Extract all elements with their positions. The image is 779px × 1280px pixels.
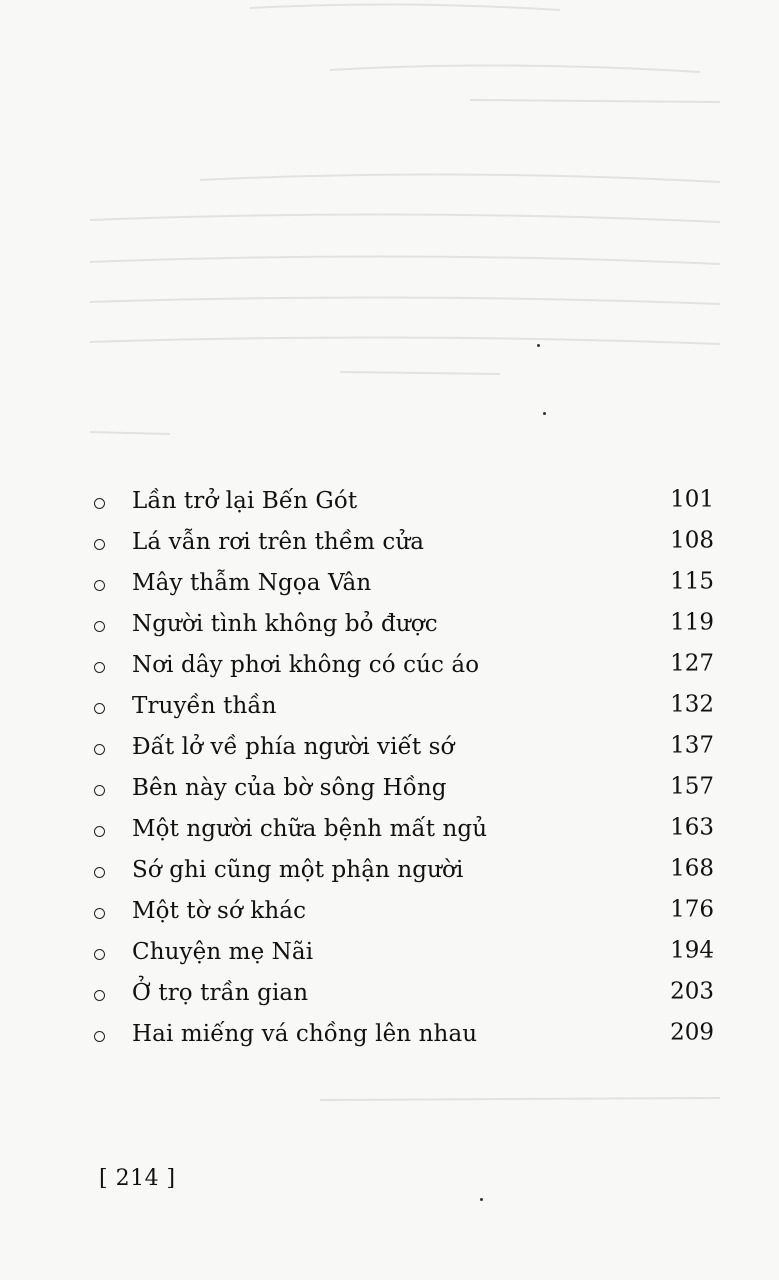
toc-entry-title: Truyền thần bbox=[132, 692, 277, 719]
toc-entry[interactable] bbox=[92, 521, 714, 562]
table-of-contents bbox=[92, 480, 714, 1054]
bullet-circle-icon bbox=[94, 867, 105, 878]
toc-entry[interactable] bbox=[92, 931, 714, 972]
bullet-circle-icon bbox=[94, 703, 105, 714]
toc-entry[interactable] bbox=[92, 726, 714, 767]
bullet-circle-icon bbox=[94, 1031, 105, 1042]
toc-entry-page: 115 bbox=[670, 568, 714, 595]
bullet-circle-icon bbox=[94, 580, 105, 591]
toc-entry-page: 168 bbox=[670, 855, 714, 882]
toc-entry-title: Chuyện mẹ Nãi bbox=[132, 938, 314, 965]
toc-entry-page: 209 bbox=[670, 1019, 714, 1046]
toc-entry-page: 163 bbox=[670, 814, 714, 841]
bullet-circle-icon bbox=[94, 785, 105, 796]
toc-entry-page: 203 bbox=[670, 978, 714, 1005]
bullet-circle-icon bbox=[94, 826, 105, 837]
toc-entry-page: 101 bbox=[670, 486, 714, 513]
bullet-circle-icon bbox=[94, 744, 105, 755]
bullet-circle-icon bbox=[94, 498, 105, 509]
bullet-circle-icon bbox=[94, 539, 105, 550]
bullet-circle-icon bbox=[94, 990, 105, 1001]
toc-entry-title: Lá vẫn rơi trên thềm cửa bbox=[132, 528, 425, 555]
toc-entry-page: 194 bbox=[670, 937, 714, 964]
toc-entry[interactable] bbox=[92, 890, 714, 931]
toc-entry-title: Mây thẫm Ngọa Vân bbox=[132, 569, 372, 596]
toc-entry-title: Nơi dây phơi không có cúc áo bbox=[132, 651, 480, 678]
toc-entry-page: 176 bbox=[670, 896, 714, 923]
toc-entry-page: 137 bbox=[670, 732, 714, 759]
toc-entry-title: Một người chữa bệnh mất ngủ bbox=[132, 815, 488, 842]
ink-speck bbox=[543, 412, 546, 415]
toc-entry-page: 108 bbox=[670, 527, 714, 554]
toc-entry-title: Ở trọ trần gian bbox=[132, 979, 309, 1006]
page-number: [ 214 ] bbox=[99, 1166, 176, 1191]
toc-entry[interactable] bbox=[92, 972, 714, 1013]
toc-entry-title: Bên này của bờ sông Hồng bbox=[132, 774, 447, 801]
bullet-circle-icon bbox=[94, 662, 105, 673]
toc-entry-page: 157 bbox=[670, 773, 714, 800]
toc-entry[interactable] bbox=[92, 603, 714, 644]
toc-entry-title: Một tờ sớ khác bbox=[132, 897, 307, 924]
toc-entry[interactable] bbox=[92, 480, 714, 521]
bullet-circle-icon bbox=[94, 908, 105, 919]
toc-entry[interactable] bbox=[92, 849, 714, 890]
bullet-circle-icon bbox=[94, 949, 105, 960]
toc-entry[interactable] bbox=[92, 644, 714, 685]
toc-entry-title: Đất lở về phía người viết sớ bbox=[132, 733, 455, 760]
toc-entry-page: 132 bbox=[670, 691, 714, 718]
toc-entry-title: Sớ ghi cũng một phận người bbox=[132, 856, 464, 883]
toc-entry-title: Hai miếng vá chồng lên nhau bbox=[132, 1020, 478, 1047]
toc-entry[interactable] bbox=[92, 767, 714, 808]
toc-entry-page: 119 bbox=[670, 609, 714, 636]
toc-entry-page: 127 bbox=[670, 650, 714, 677]
toc-entry[interactable] bbox=[92, 685, 714, 726]
toc-entry[interactable] bbox=[92, 562, 714, 603]
toc-entry[interactable] bbox=[92, 1013, 714, 1054]
toc-entry-title: Lần trở lại Bến Gót bbox=[132, 487, 358, 514]
ink-speck bbox=[537, 344, 540, 347]
toc-entry[interactable] bbox=[92, 808, 714, 849]
toc-entry-title: Người tình không bỏ được bbox=[132, 610, 438, 637]
bullet-circle-icon bbox=[94, 621, 105, 632]
ink-speck bbox=[480, 1198, 483, 1201]
